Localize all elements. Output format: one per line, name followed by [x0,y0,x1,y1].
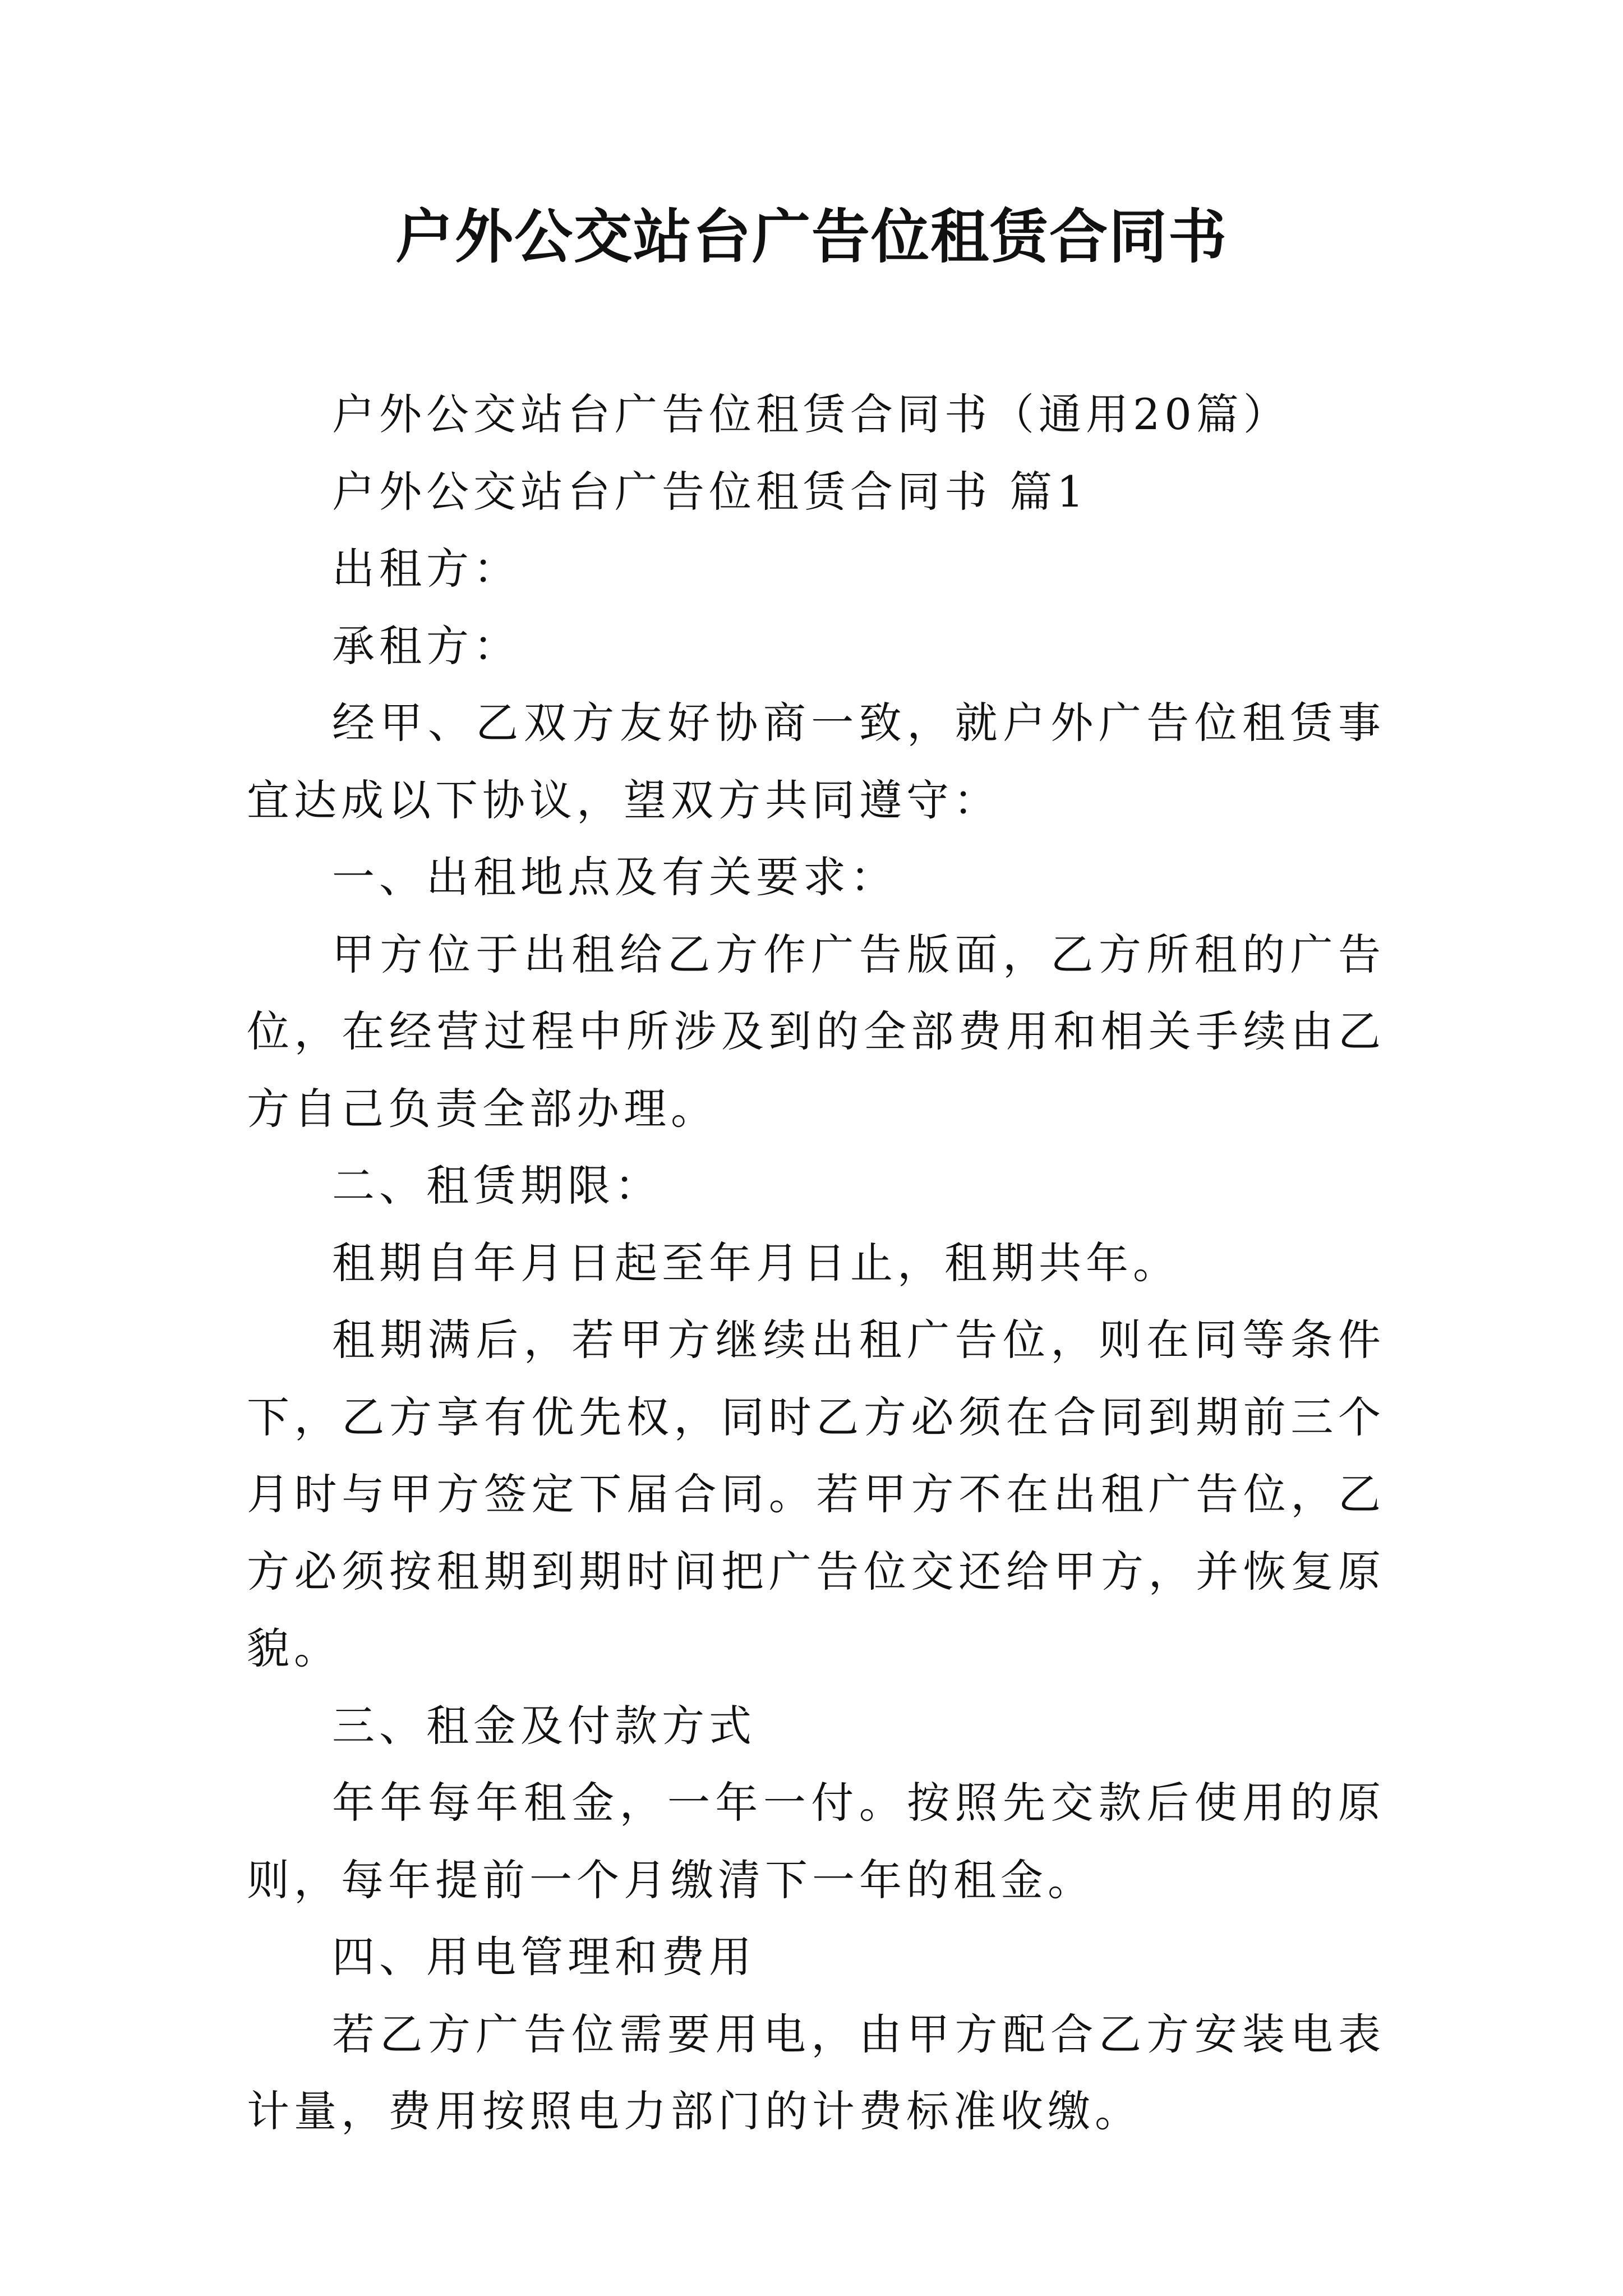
paragraph-clause-2-renewal: 租期满后，若甲方继续出租广告位，则在同等条件下，乙方享有优先权，同时乙方必须在合同到期前三个月时与甲方签定下届合同。若甲方不在出租广告位，乙方必须按租期到期时间把广告位交还给甲方，并恢复原貌。 [247,1315,1385,1673]
document-title: 户外公交站台广告位租赁合同书 [395,202,1228,271]
paragraph-preamble: 经甲、乙双方友好协商一致，就户外广告位租赁事宜达成以下协议，望双方共同遵守： [247,698,1385,825]
paragraph-clause-2-heading: 二、租赁期限： [332,1161,662,1211]
paragraph-section-heading: 户外公交站台广告位租赁合同书 篇1 [332,466,1089,517]
paragraph-clause-4-body: 若乙方广告位需要用电，由甲方配合乙方安装电表计量，费用按照电力部门的计费标准收缴。 [247,2009,1385,2136]
paragraph-clause-4-heading: 四、用电管理和费用 [332,1932,756,1982]
paragraph-lessor: 出租方： [332,544,520,593]
paragraph-subtitle: 户外公交站台广告位租赁合同书（通用20篇） [332,389,1290,439]
paragraph-clause-3-body: 年年每年租金，一年一付。按照先交款后使用的原则，每年提前一个月缴清下一年的租金。 [247,1778,1385,1905]
paragraph-clause-1-heading: 一、出租地点及有关要求： [332,852,897,902]
paragraph-clause-2-term: 租期自年月日起至年月日止，租期共年。 [332,1237,1180,1288]
document-body [247,376,1385,2150]
paragraph-clause-1-body: 甲方位于出租给乙方作广告版面，乙方所租的广告位，在经营过程中所涉及到的全部费用和相关手续由乙方自己负责全部办理。 [247,929,1385,1134]
paragraph-clause-3-heading: 三、租金及付款方式 [332,1700,756,1751]
paragraph-lessee: 承租方： [332,620,520,671]
